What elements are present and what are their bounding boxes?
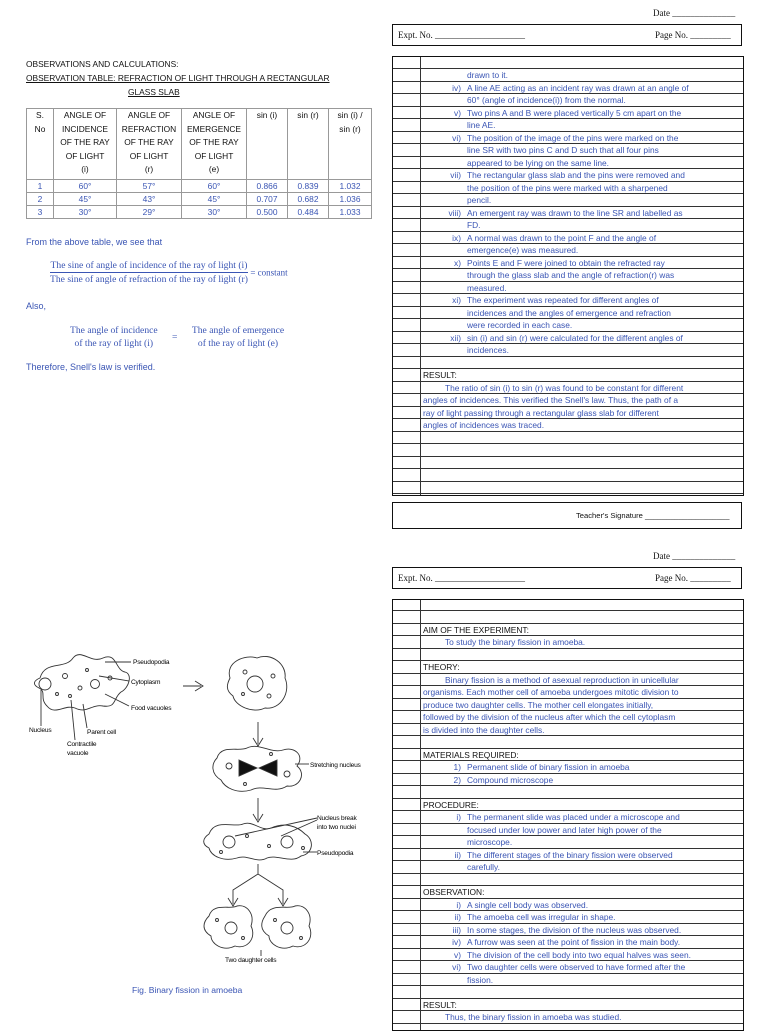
item-number: 2) [453, 774, 461, 785]
table-row [27, 206, 372, 219]
item-text: microscope. [467, 837, 513, 847]
equation-ratio: The sine of angle of incidence of the ray of light (i) The sine of angle of refraction of the ray of light (r) = constant [50, 260, 288, 285]
item-text: measured. [467, 282, 507, 293]
result-text-2: Thus, the binary fission in amoeba was studied. [445, 1012, 622, 1022]
procedure-item [423, 157, 739, 170]
table-cell: 1.036 [329, 193, 372, 206]
item-text: incidences. [467, 345, 509, 355]
materials-item [423, 774, 739, 787]
table-header-line: sin (r) [297, 110, 319, 120]
observation-item [423, 924, 739, 937]
section-heading: THEORY: [423, 662, 460, 672]
section-heading: MATERIALS REQUIRED: [423, 749, 519, 760]
table-cell: 1.032 [329, 180, 372, 193]
ruled-line [393, 468, 743, 469]
item-number: 1) [453, 762, 461, 772]
procedure-item [423, 169, 739, 182]
label-contractile: Contractile [67, 741, 97, 748]
item-text: The division of the cell body into two equal halves was seen. [467, 949, 691, 960]
item-number: vi) [452, 962, 461, 972]
arrow-down-icon [253, 722, 263, 746]
table-header-line: OF LIGHT [129, 150, 169, 161]
item-number: i) [456, 812, 461, 822]
procedure-item [423, 811, 739, 824]
ruled-line [393, 493, 743, 494]
date-label-2: Date ______________ [653, 551, 736, 561]
table-header-line: INCIDENCE [61, 123, 109, 134]
item-text: The amoeba cell was irregular in shape. [467, 912, 616, 922]
procedure-item [423, 282, 739, 295]
item-text: the position of the pins were marked with a sharpened [467, 182, 668, 193]
contractile-vacuole-shape [91, 680, 100, 689]
item-text: fission. [467, 974, 494, 985]
observation-item [423, 974, 739, 987]
theory-line: organisms. Each mother cell of amoeba undergoes mitotic division to [423, 687, 679, 697]
binary-fission-content [423, 611, 739, 1024]
procedure-item [423, 294, 739, 307]
table-header-cell [247, 109, 288, 180]
item-text: sin (i) and sin (r) were calculated for the different angles of [467, 332, 683, 343]
table-header-cell [182, 109, 247, 180]
procedure-item [423, 824, 739, 837]
item-text: incidences and the angles of emergence and refraction [467, 307, 671, 318]
observation-item [423, 911, 739, 924]
item-text: were recorded in each case. [467, 320, 573, 330]
result-line: ray of light passing through a rectangular glass slab for different [423, 407, 659, 418]
table-header-line: OF LIGHT [194, 150, 234, 161]
table-cell: 0.839 [288, 180, 329, 193]
signature-box [392, 502, 742, 529]
procedure-item [423, 144, 739, 157]
item-text: Points E and F were joined to obtain the refracted ray [467, 257, 665, 268]
result-heading: RESULT: [423, 370, 457, 380]
label-cytoplasm: Cytoplasm [131, 679, 161, 686]
table-header-cell [54, 109, 117, 180]
result-line: angles of incidences. This verified the Snell's law. Thus, the path of a [423, 395, 679, 405]
result-line: The ratio of sin (i) to sin (r) was found to be constant for different [445, 382, 684, 393]
observation-item [423, 936, 739, 949]
label-daughter-cells: Two daughter cells [225, 957, 277, 964]
item-text: Compound microscope [467, 774, 554, 785]
blank-line [423, 736, 739, 749]
table-header-line: No [34, 123, 46, 134]
theory-line: is divided into the daughter cells. [423, 724, 545, 735]
table-header-line: EMERGENCE [187, 123, 241, 134]
label-parent-cell: Parent cell [87, 729, 116, 736]
procedure-item [423, 307, 739, 320]
from-table-text: From the above table, we see that [26, 237, 163, 247]
observation-item [423, 961, 739, 974]
label-vacuole: vacuole [67, 750, 89, 757]
item-text: An emergent ray was drawn to the line SR and labelled as [467, 207, 683, 218]
table-cell: 29° [117, 206, 182, 219]
page-header-2 [392, 567, 742, 589]
label-stretching-nucleus: Stretching nucleus [310, 762, 361, 769]
table-header-line: OF THE RAY [189, 137, 239, 148]
arrow-down-icon-2 [253, 798, 263, 822]
table-cell: 0.707 [247, 193, 288, 206]
item-text: Permanent slide of binary fission in amoeba [467, 762, 630, 772]
item-text: A line AE acting as an incident ray was drawn at an angle of [467, 82, 689, 93]
ruled-line [393, 443, 743, 444]
dividing-cell-shape [204, 823, 312, 860]
table-header-line: sin (i) / sin (r) [337, 110, 363, 134]
item-text: through the glass slab and the angle of refraction(r) was [467, 270, 675, 280]
table-cell: 2 [27, 193, 54, 206]
procedure-item [423, 182, 739, 195]
table-header-line: (r) [144, 164, 154, 175]
table-header-line: S. [36, 110, 44, 120]
item-number: ix) [452, 232, 461, 243]
table-header-line: ANGLE OF [127, 110, 171, 120]
procedure-item [423, 94, 739, 107]
item-text: pencil. [467, 195, 492, 205]
table-row [27, 180, 372, 193]
item-text: drawn to it. [467, 70, 508, 80]
procedure-item [423, 207, 739, 220]
table-cell: 57° [117, 180, 182, 193]
item-text: The experiment was repeated for different angles of [467, 295, 659, 305]
blank-line [423, 611, 739, 624]
item-number: xii) [450, 332, 461, 343]
table-header-row [27, 109, 372, 180]
expt-number: Expt. No. ____________________ [398, 30, 525, 40]
ruled-page-1 [392, 56, 744, 496]
procedure-item [423, 257, 739, 270]
blank-line [423, 649, 739, 662]
item-text: Two daughter cells were observed to have formed after the [467, 962, 686, 972]
table-cell: 0.866 [247, 180, 288, 193]
table-header-cell [288, 109, 329, 180]
table-header-line: (i) [81, 164, 89, 175]
stretching-cell-shape [213, 746, 302, 791]
theory-line: Binary fission is a method of asexual reproduction in unicellular [445, 674, 679, 685]
item-text: A normal was drawn to the point F and the angle of [467, 232, 657, 243]
item-number: vii) [450, 170, 461, 180]
table-row [27, 193, 372, 206]
aim-text: To study the binary fission in amoeba. [445, 637, 586, 647]
table-header-line: sin (i) [256, 110, 278, 120]
item-text: FD. [467, 220, 481, 230]
daughter-cell-left [204, 906, 253, 948]
section-heading: PROCEDURE: [423, 799, 479, 810]
item-text: appeared to be lying on the same line. [467, 157, 610, 168]
table-cell: 30° [54, 206, 117, 219]
daughter-cell-right [262, 906, 311, 948]
section-heading: AIM OF THE EXPERIMENT: [423, 624, 529, 635]
procedure-item [423, 849, 739, 862]
item-number: x) [454, 257, 461, 268]
ruled-line [393, 456, 743, 457]
label-pseudopodia-2: Pseudopodia [317, 850, 354, 857]
conclusion-text: Therefore, Snell's law is verified. [26, 362, 156, 372]
item-text: The permanent slide was placed under a microscope and [467, 812, 680, 822]
item-number: i) [456, 899, 461, 910]
table-header-cell [27, 109, 54, 180]
procedure-list [423, 69, 739, 357]
also-text: Also, [26, 301, 47, 311]
date-label: Date ______________ [653, 8, 736, 18]
item-text: The position of the image of the pins were marked on the [467, 132, 679, 143]
procedure-item [423, 194, 739, 207]
equation-angles: The angle of incidence of the ray of light (i) = The angle of emergence of the ray of light (e) [70, 325, 285, 349]
table-header-line: OF LIGHT [65, 150, 105, 161]
arrow-right-icon [183, 681, 203, 691]
theory-line: followed by the division of the nucleus after which the cell cytoplasm [423, 712, 676, 722]
procedure-item [423, 836, 739, 849]
teacher-signature: Teacher's Signature ____________________ [576, 511, 730, 520]
procedure-item [423, 107, 739, 120]
item-number: ii) [454, 849, 461, 860]
procedure-item [423, 82, 739, 95]
materials-item [423, 761, 739, 774]
table-header-line: REFRACTION [121, 123, 177, 134]
item-text: The different stages of the binary fission were observed [467, 849, 673, 860]
page-number: Page No. _________ [655, 30, 731, 40]
observation-item [423, 899, 739, 912]
label-nucleus: Nucleus [29, 727, 52, 734]
table-cell: 45° [182, 193, 247, 206]
table-cell: 43° [117, 193, 182, 206]
expt-number-2: Expt. No. ____________________ [398, 573, 525, 583]
procedure-item [423, 332, 739, 345]
table-header-cell [329, 109, 372, 180]
item-number: v) [454, 107, 461, 118]
label-nucleus-break: Nucleus break [317, 815, 357, 822]
procedure-item [423, 119, 739, 132]
table-cell: 0.500 [247, 206, 288, 219]
observation-item [423, 949, 739, 962]
item-number: viii) [448, 207, 461, 218]
table-cell: 60° [182, 180, 247, 193]
item-text: A single cell body was observed. [467, 899, 589, 910]
item-number: iii) [452, 924, 461, 935]
section-heading: OBSERVATION: [423, 887, 485, 897]
diverging-arrows-icon [228, 864, 288, 906]
procedure-item [423, 219, 739, 232]
table-header-line: OF THE RAY [124, 137, 174, 148]
procedure-item [423, 232, 739, 245]
item-text: carefully. [467, 862, 500, 872]
stretching-nucleus-shape [239, 760, 277, 776]
table-header-line: ANGLE OF [192, 110, 236, 120]
item-text: In some stages, the division of the nucleus was observed. [467, 924, 682, 935]
table-cell: 3 [27, 206, 54, 219]
margin-line-2 [420, 600, 421, 1030]
label-food-vacuoles: Food vacuoles [131, 705, 172, 712]
blank-line [423, 986, 739, 999]
observation-table [26, 108, 372, 219]
table-cell: 0.484 [288, 206, 329, 219]
table-cell: 1.033 [329, 206, 372, 219]
procedure-item [423, 132, 739, 145]
item-text: 60° (angle of incidence(i)) from the normal. [467, 95, 626, 105]
blank-line [423, 874, 739, 887]
table-cell: 0.682 [288, 193, 329, 206]
procedure-item [423, 861, 739, 874]
procedure-item [423, 69, 739, 82]
blank-line [423, 786, 739, 799]
theory-line: produce two daughter cells. The mother cell elongates initially, [423, 699, 654, 710]
result-line: angles of incidences was traced. [423, 420, 545, 430]
ruled-page-2 [392, 599, 744, 1031]
rounded-cell-shape [227, 656, 286, 710]
item-number: iv) [452, 82, 461, 93]
label-pseudopodia: Pseudopodia [133, 659, 170, 666]
table-cell: 45° [54, 193, 117, 206]
table-header-line: ANGLE OF [63, 110, 107, 120]
item-number: vi) [452, 132, 461, 143]
item-text: A furrow was seen at the point of fission in the main body. [467, 937, 681, 947]
table-header-line: OF THE RAY [60, 137, 110, 148]
table-title: OBSERVATION TABLE: REFRACTION OF LIGHT THROUGH A RECTANGULAR [26, 73, 330, 83]
procedure-item [423, 344, 739, 357]
item-text: line SR with two pins C and D such that all four pins [467, 145, 659, 155]
item-number: iv) [452, 937, 461, 947]
table-title-line2: GLASS SLAB [128, 87, 180, 97]
item-text: focused under low power and later high power of the [467, 824, 662, 835]
amoeba-fission-diagram [25, 648, 375, 978]
item-number: v) [454, 949, 461, 960]
figure-caption: Fig. Binary fission in amoeba [132, 985, 243, 995]
table-cell: 1 [27, 180, 54, 193]
nucleus-shape [39, 678, 51, 690]
parent-cell-shape [34, 655, 129, 710]
procedure-item [423, 319, 739, 332]
observations-heading: OBSERVATIONS AND CALCULATIONS: OBSERVATION TABLE: REFRACTION OF LIGHT THROUGH A RECTANGULAR GLASS SLAB [26, 59, 330, 97]
item-text: Two pins A and B were placed vertically 5 cm apart on the [467, 107, 682, 118]
page-number-2: Page No. _________ [655, 573, 731, 583]
procedure-item [423, 269, 739, 282]
result-section [423, 369, 739, 432]
procedure-item [423, 244, 739, 257]
margin-line [420, 57, 421, 495]
table-cell: 30° [182, 206, 247, 219]
result-text [423, 382, 739, 432]
item-text: line AE. [467, 120, 496, 130]
page-header [392, 24, 742, 46]
item-number: xi) [452, 295, 461, 305]
table-body [27, 180, 372, 219]
section-heading: RESULT: [423, 999, 457, 1010]
item-number: ii) [454, 912, 461, 922]
item-text: The rectangular glass slab and the pins were removed and [467, 170, 685, 180]
table-header-cell [117, 109, 182, 180]
item-text: emergence(e) was measured. [467, 245, 579, 255]
label-two-nuclei: into two nuclei [317, 824, 356, 831]
ruled-line [393, 481, 743, 482]
table-header-line: (e) [208, 164, 220, 175]
table-cell: 60° [54, 180, 117, 193]
